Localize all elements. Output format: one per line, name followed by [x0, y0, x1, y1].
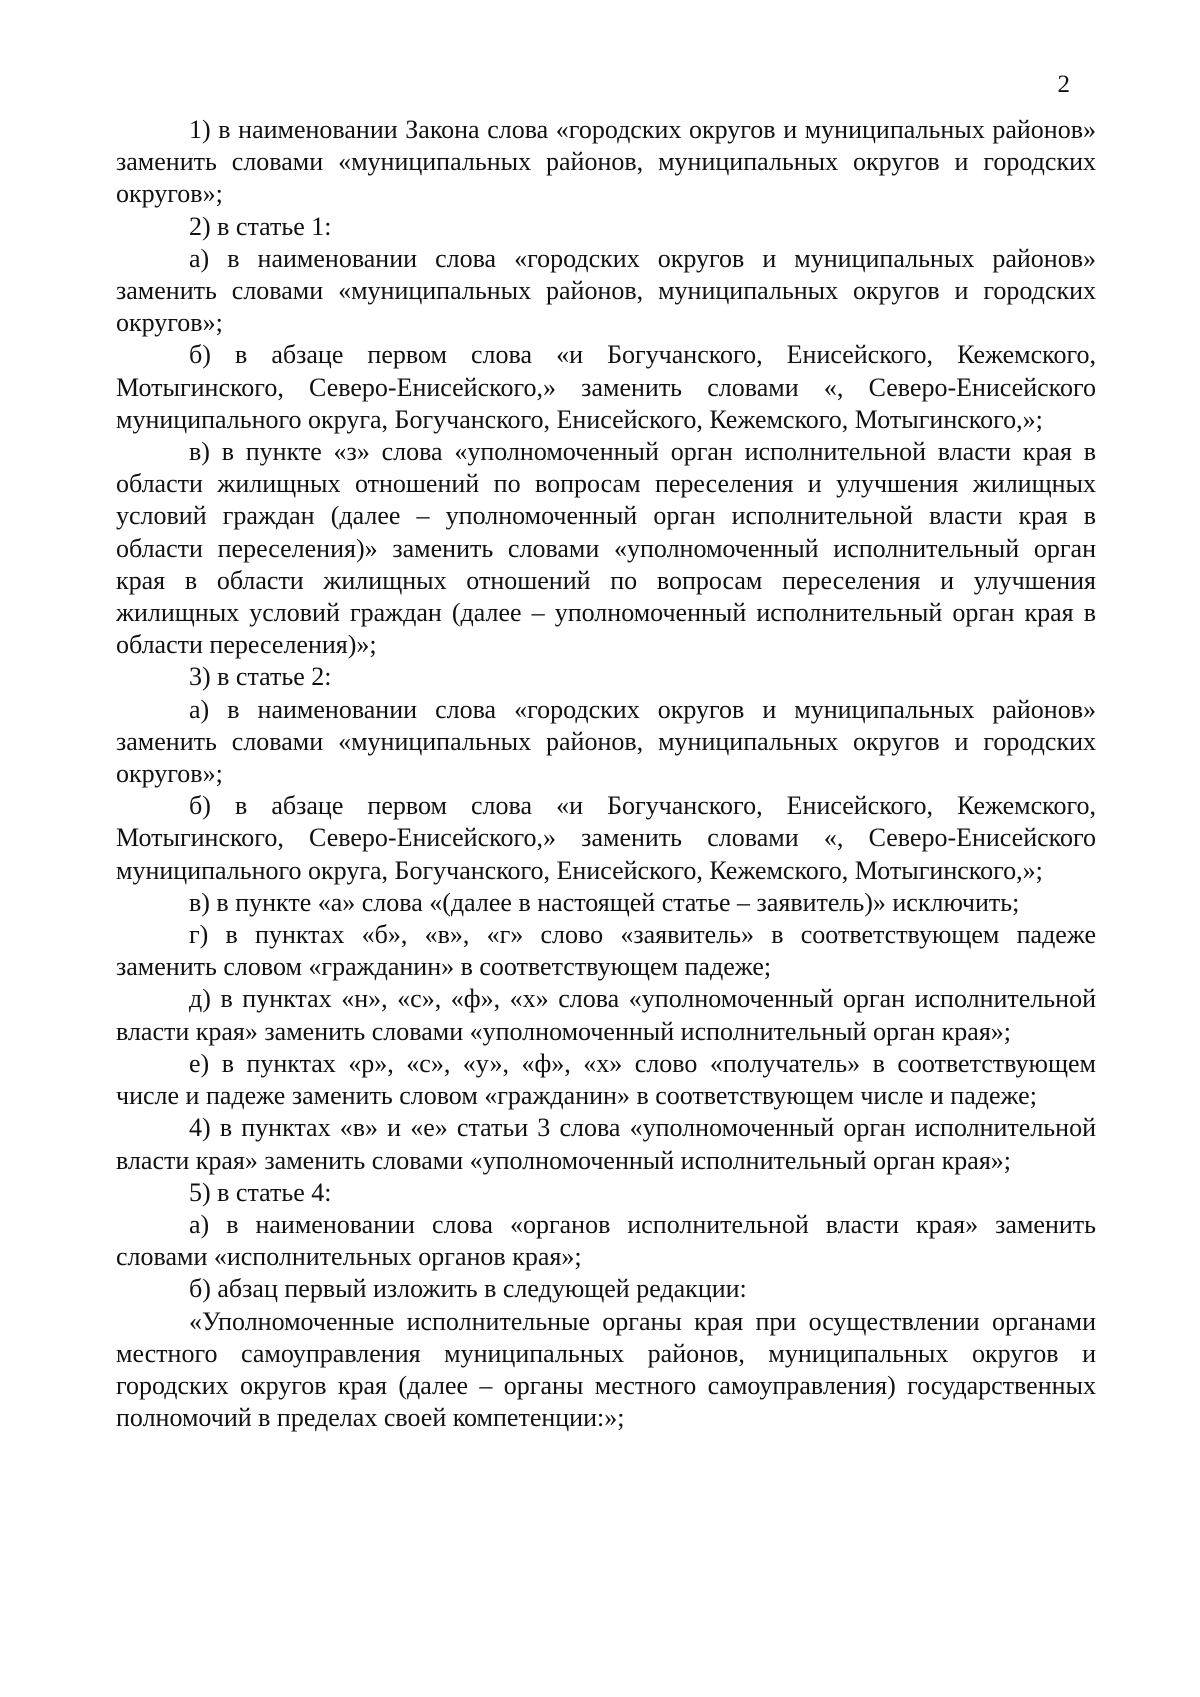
paragraph: 1) в наименовании Закона слова «городских округов и муниципальных районов» заменить словами «муниципальных районов, муниципальных округов и городских округов»; [116, 115, 1096, 209]
paragraph: 4) в пунктах «в» и «е» статьи 3 слова «уполномоченный орган исполнительной власти края» заменить словами «уполномоченный исполнительный орган края»; [116, 1113, 1096, 1175]
paragraph: б) в абзаце первом слова «и Богучанского, Енисейского, Кежемского, Мотыгинского, Северо-Енисейского,» заменить словами «, Северо-Енисейского муниципального округа, Богучанского, Енисейского, Кежемского, Мотыгинского,»; [116, 340, 1096, 434]
paragraph: 5) в статье 4: [189, 1177, 332, 1207]
paragraph: 3) в статье 2: [189, 662, 332, 692]
paragraph: а) в наименовании слова «органов исполнительной власти края» заменить словами «исполнительных органов края»; [116, 1209, 1096, 1272]
paragraph: 2) в статье 1: [189, 211, 332, 241]
paragraph: в) в пункте «з» слова «уполномоченный орган исполнительной власти края в области жилищных отношений по вопросам переселения и улучшения жилищных условий граждан (далее – уполномоченный орган исполнительной власти края в области переселения)» заменить словами «уполномоченный исполнительный орган края в области жилищных отношений по вопросам переселения и улучшения жилищных условий граждан (далее – уполномоченный исполнительный орган края в области переселения)»; [116, 437, 1096, 660]
paragraph: д) в пунктах «н», «с», «ф», «х» слова «уполномоченный орган исполнительной власти края» заменить словами «уполномоченный исполнительный орган края»; [116, 984, 1096, 1046]
document-body [116, 114, 1096, 1434]
paragraph: «Уполномоченные исполнительные органы края при осуществлении органами местного самоуправления муниципальных районов, муниципальных округов и городских округов края (далее – органы местного самоуправления) государственных полномочий в пределах своей компетенции:»; [116, 1306, 1096, 1433]
paragraph: б) в абзаце первом слова «и Богучанского, Енисейского, Кежемского, Мотыгинского, Северо-Енисейского,» заменить словами «, Северо-Енисейского муниципального округа, Богучанского, Енисейского, Кежемского, Мотыгинского,»; [116, 791, 1096, 885]
paragraph: е) в пунктах «р», «с», «у», «ф», «х» слово «получатель» в соответствующем числе и падеже заменить словом «гражданин» в соответствующем числе и падеже; [116, 1048, 1096, 1111]
paragraph: а) в наименовании слова «городских округов и муниципальных районов» заменить словами «муниципальных районов, муниципальных округов и городских округов»; [116, 694, 1096, 789]
page-number: 2 [1057, 71, 1070, 98]
paragraph: б) абзац первый изложить в следующей редакции: [189, 1274, 747, 1304]
paragraph: в) в пункте «а» слова «(далее в настоящей статье – заявитель)» исключить; [189, 887, 1020, 917]
paragraph: а) в наименовании слова «городских округов и муниципальных районов» заменить словами «муниципальных районов, муниципальных округов и городских округов»; [116, 243, 1096, 338]
paragraph: г) в пунктах «б», «в», «г» слово «заявитель» в соответствующем падеже заменить словом «гражданин» в соответствующем падеже; [116, 920, 1096, 982]
